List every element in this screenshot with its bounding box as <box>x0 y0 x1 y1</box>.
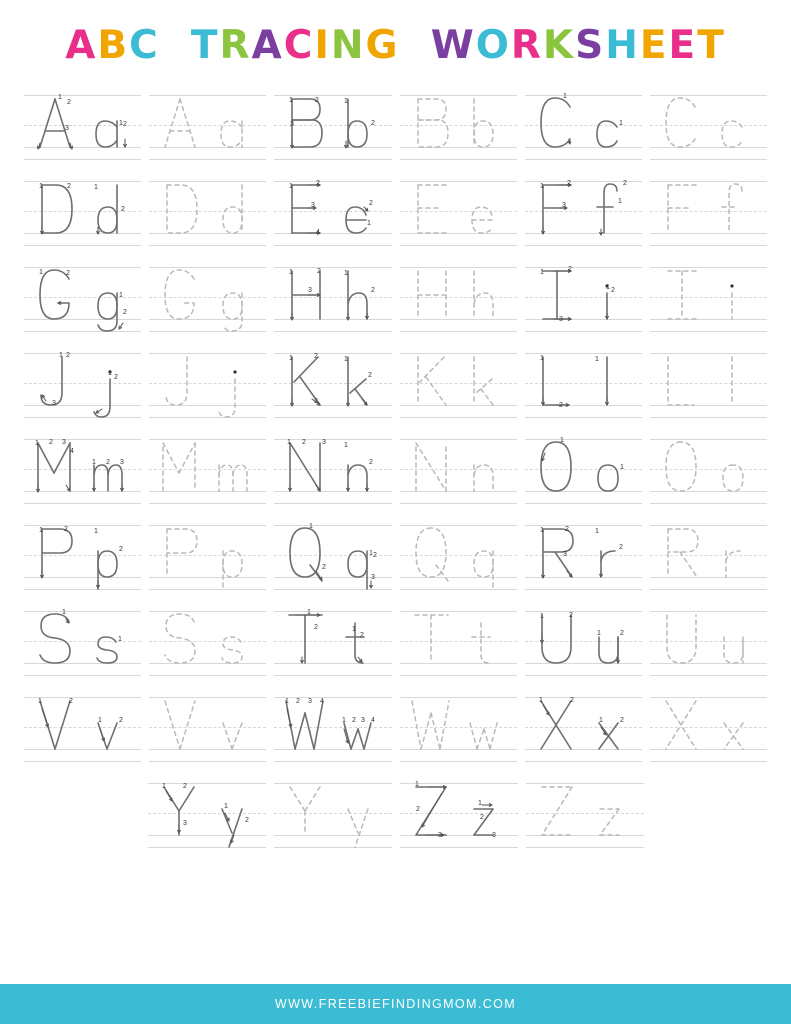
stroke-order-number: 1 <box>539 183 544 190</box>
tracing-cell[interactable] <box>648 345 769 421</box>
stroke-order-number: 1 <box>39 527 43 534</box>
stroke-order-number: 1 <box>287 439 292 446</box>
letter-trace-graphic <box>523 259 645 335</box>
tracing-cell[interactable] <box>147 173 268 249</box>
stroke-order-number: 1 <box>369 550 374 557</box>
stroke-order-number: 2 <box>622 180 627 187</box>
tracing-cell[interactable] <box>398 431 519 507</box>
stroke-order-number: 2 <box>314 624 319 631</box>
stroke-order-number: 2 <box>322 564 327 571</box>
letter-trace-graphic <box>147 431 269 507</box>
tracing-cell[interactable] <box>648 173 769 249</box>
tracing-cell[interactable] <box>147 87 268 163</box>
stroke-order-number: 1 <box>119 292 123 299</box>
letter-trace-graphic <box>523 517 645 593</box>
tracing-cell[interactable] <box>523 431 644 507</box>
letter-trace-graphic <box>272 603 394 679</box>
stroke-order-number: 3 <box>558 316 563 323</box>
tracing-cell[interactable] <box>272 345 393 421</box>
stroke-order-number: 1 <box>344 98 349 105</box>
stroke-order-number: 3 <box>371 574 376 581</box>
stroke-order-number: 1 <box>92 459 96 466</box>
stroke-order-number: 1 <box>307 609 312 616</box>
letter-trace-graphic <box>523 345 645 421</box>
letter-trace-graphic <box>398 775 520 851</box>
footer-bar <box>0 984 791 1024</box>
stroke-order-number: 2 <box>373 552 378 559</box>
letter-trace-graphic <box>272 431 394 507</box>
stroke-order-number: 2 <box>69 698 73 705</box>
tracing-cell[interactable] <box>272 173 393 249</box>
tracing-cell[interactable] <box>398 259 519 335</box>
stroke-order-number: 1 <box>559 437 564 444</box>
stroke-order-number: 2 <box>369 200 374 207</box>
stroke-order-number: 2 <box>569 697 574 704</box>
letter-trace-graphic <box>147 259 269 335</box>
letter-trace-graphic <box>648 345 770 421</box>
stroke-order-number: 1 <box>562 93 567 100</box>
tracing-cell[interactable] <box>272 689 393 765</box>
tracing-cell[interactable] <box>272 775 394 851</box>
letter-trace-graphic <box>523 87 645 163</box>
stroke-order-number: 1 <box>352 626 357 633</box>
stroke-order-number: 2 <box>121 206 125 213</box>
letter-trace-graphic <box>398 431 520 507</box>
title-letter: B <box>97 23 130 68</box>
stroke-order-number: 4 <box>316 229 321 236</box>
tracing-cell[interactable] <box>523 87 644 163</box>
title-letter: E <box>668 23 698 68</box>
stroke-order-number: 1 <box>108 370 112 377</box>
stroke-order-number: 2 <box>119 717 123 724</box>
letter-trace-graphic <box>648 517 770 593</box>
stroke-order-number: 2 <box>302 439 307 446</box>
stroke-order-number: 1 <box>367 220 372 227</box>
title-letter: S <box>575 23 606 68</box>
stroke-order-number: 1 <box>98 717 102 724</box>
stroke-order-number: 1 <box>39 183 43 190</box>
stroke-order-number: 1 <box>119 120 123 127</box>
tracing-cell[interactable] <box>648 259 769 335</box>
stroke-order-number: 2 <box>567 266 572 273</box>
letter-trace-graphic <box>398 603 520 679</box>
stroke-order-number: 2 <box>244 817 249 824</box>
footer-url: WWW.FREEBIEFINDINGMOM.COM <box>274 997 517 1011</box>
stroke-order-number: 1 <box>605 284 610 291</box>
letter-trace-graphic <box>648 173 770 249</box>
letter-trace-graphic <box>398 259 520 335</box>
tracing-cell[interactable] <box>523 517 644 593</box>
title-letter: N <box>330 23 366 68</box>
title-letter: C <box>129 23 160 68</box>
stroke-order-number: 2 <box>106 459 110 466</box>
letter-trace-graphic <box>147 87 269 163</box>
tracing-row <box>22 173 769 254</box>
title-letter: H <box>605 23 640 68</box>
title-letter <box>160 26 191 65</box>
tracing-cell[interactable] <box>22 259 143 335</box>
title-letter: R <box>219 23 252 68</box>
stroke-order-number: 1 <box>309 523 314 530</box>
stroke-order-number: 2 <box>64 526 68 533</box>
tracing-cell[interactable] <box>398 173 519 249</box>
tracing-cell[interactable] <box>523 173 644 249</box>
stroke-order-number: 2 <box>67 99 71 106</box>
stroke-order-number: 1 <box>596 630 601 637</box>
tracing-cell[interactable] <box>523 689 644 765</box>
letter-trace-graphic <box>22 259 144 335</box>
letter-trace-graphic <box>398 345 520 421</box>
tracing-cell[interactable] <box>147 689 268 765</box>
tracing-cell[interactable] <box>147 517 268 593</box>
letter-trace-graphic <box>523 689 645 765</box>
stroke-order-number: 2 <box>368 372 373 379</box>
stroke-order-number: 1 <box>62 609 66 616</box>
stroke-order-number: 1 <box>539 613 544 620</box>
tracing-cell[interactable] <box>272 603 393 679</box>
stroke-order-number: 3 <box>311 202 316 209</box>
stroke-order-number: 1 <box>538 697 543 704</box>
letter-trace-graphic <box>22 173 144 249</box>
stroke-order-number: 2 <box>66 352 70 359</box>
letter-trace-graphic <box>22 689 144 765</box>
stroke-order-number: 1 <box>35 440 39 447</box>
stroke-order-number: 1 <box>618 120 623 127</box>
stroke-order-number: 2 <box>114 374 118 381</box>
stroke-order-number: 1 <box>344 270 349 277</box>
letter-trace-graphic <box>147 345 269 421</box>
stroke-order-number: 1 <box>594 528 599 535</box>
stroke-order-number: 1 <box>38 698 42 705</box>
stroke-order-number: 2 <box>371 120 376 127</box>
tracing-cell[interactable] <box>147 431 268 507</box>
stroke-order-number: 1 <box>118 636 122 643</box>
tracing-cell[interactable] <box>648 87 769 163</box>
letter-trace-graphic <box>272 345 394 421</box>
stroke-order-number: 2 <box>618 544 623 551</box>
stroke-order-number: 3 <box>120 459 124 466</box>
tracing-cell[interactable] <box>398 775 520 851</box>
letter-trace-graphic <box>22 517 144 593</box>
stroke-order-number: 2 <box>371 287 376 294</box>
letter-trace-graphic <box>22 603 144 679</box>
tracing-row <box>22 517 769 598</box>
letter-trace-graphic <box>146 775 268 851</box>
stroke-order-number: 1 <box>344 442 349 449</box>
stroke-order-number: 1 <box>58 94 62 101</box>
stroke-order-number: 1 <box>289 269 294 276</box>
tracing-cell[interactable] <box>146 775 268 851</box>
letter-trace-graphic <box>398 87 520 163</box>
tracing-cell[interactable] <box>22 603 143 679</box>
stroke-order-number: 1 <box>344 356 349 363</box>
tracing-row <box>22 259 769 340</box>
letter-trace-graphic <box>524 775 646 851</box>
title-letter: W <box>430 23 476 68</box>
title-letter: T <box>697 23 726 68</box>
stroke-order-number: 1 <box>289 183 294 190</box>
page-title <box>0 0 791 75</box>
stroke-order-number: 2 <box>369 459 374 466</box>
stroke-order-number: 2 <box>123 121 127 128</box>
tracing-cell[interactable] <box>22 431 143 507</box>
tracing-row <box>22 345 769 426</box>
stroke-order-number: 1 <box>94 184 98 191</box>
tracing-cell[interactable] <box>398 689 519 765</box>
letter-trace-graphic <box>272 689 394 765</box>
tracing-cell[interactable] <box>22 517 143 593</box>
stroke-order-number: 2 <box>314 353 319 360</box>
tracing-cell[interactable] <box>398 87 519 163</box>
tracing-cell[interactable] <box>22 689 143 765</box>
stroke-order-number: 3 <box>290 121 295 128</box>
tracing-row <box>22 431 769 512</box>
stroke-order-number: 3 <box>322 439 327 446</box>
tracing-cell[interactable] <box>272 517 393 593</box>
stroke-order-number: 3 <box>562 551 567 558</box>
tracing-grid <box>0 75 791 984</box>
stroke-order-number: 1 <box>289 355 294 362</box>
tracing-row <box>22 603 769 684</box>
tracing-cell[interactable] <box>147 259 268 335</box>
title-letter: G <box>365 23 400 68</box>
stroke-order-number: 2 <box>360 632 365 639</box>
stroke-order-number: 3 <box>52 400 56 407</box>
stroke-order-number: 1 <box>289 97 294 104</box>
stroke-order-number: 2 <box>296 698 301 705</box>
page-title-text <box>0 23 791 68</box>
title-letter: E <box>639 23 669 68</box>
stroke-order-number: 1 <box>539 355 544 362</box>
letter-trace-graphic <box>272 173 394 249</box>
letter-trace-graphic <box>398 689 520 765</box>
stroke-order-number: 1 <box>59 352 63 359</box>
stroke-order-number: 1 <box>539 527 544 534</box>
tracing-cell[interactable] <box>648 431 769 507</box>
stroke-order-number: 4 <box>70 448 74 455</box>
stroke-order-number: 2 <box>123 309 127 316</box>
stroke-order-number: 2 <box>415 806 420 813</box>
tracing-cell[interactable] <box>398 517 519 593</box>
tracing-cell[interactable] <box>22 87 143 163</box>
letter-trace-graphic <box>398 173 520 249</box>
letter-trace-graphic <box>648 689 770 765</box>
stroke-order-number: 1 <box>94 528 98 535</box>
stroke-order-number: 2 <box>67 183 71 190</box>
stroke-order-number: 1 <box>342 717 347 724</box>
stroke-order-number: 1 <box>619 464 624 471</box>
title-letter: T <box>190 23 220 68</box>
tracing-cell[interactable] <box>398 603 519 679</box>
stroke-order-number: 1 <box>223 803 228 810</box>
title-letter: A <box>65 23 98 68</box>
tracing-cell[interactable] <box>147 603 268 679</box>
stroke-order-number: 3 <box>62 439 66 446</box>
stroke-order-number: 1 <box>161 783 166 790</box>
tracing-cell[interactable] <box>22 173 143 249</box>
tracing-cell[interactable] <box>648 517 769 593</box>
stroke-order-number: 2 <box>479 814 484 821</box>
title-letter: I <box>314 23 331 68</box>
letter-trace-graphic <box>22 345 144 421</box>
tracing-cell[interactable] <box>272 259 393 335</box>
stroke-order-number: 2 <box>315 97 320 104</box>
letter-trace-graphic <box>523 173 645 249</box>
letter-trace-graphic <box>272 517 394 593</box>
tracing-cell[interactable] <box>523 345 644 421</box>
stroke-order-number: 2 <box>558 402 563 409</box>
tracing-cell[interactable] <box>272 87 393 163</box>
letter-trace-graphic <box>523 431 645 507</box>
stroke-order-number: 3 <box>308 287 313 294</box>
tracing-row <box>22 775 769 856</box>
stroke-order-number: 1 <box>39 269 43 276</box>
tracing-cell[interactable] <box>523 259 644 335</box>
tracing-row <box>22 689 769 770</box>
letter-trace-graphic <box>147 689 269 765</box>
letter-trace-graphic <box>523 603 645 679</box>
stroke-order-number: 2 <box>568 612 573 619</box>
stroke-order-number: 1 <box>414 781 419 788</box>
letter-trace-graphic <box>272 775 394 851</box>
title-letter: A <box>251 23 284 68</box>
stroke-order-number: 2 <box>610 287 615 294</box>
stroke-order-number: 2 <box>316 180 321 187</box>
tracing-row <box>22 87 769 168</box>
letter-trace-graphic <box>648 87 770 163</box>
stroke-order-number: 3 <box>561 202 566 209</box>
tracing-cell[interactable] <box>398 345 519 421</box>
stroke-order-number: 4 <box>320 698 325 705</box>
letter-trace-graphic <box>648 259 770 335</box>
title-letter: K <box>542 23 576 68</box>
stroke-order-number: 2 <box>619 630 624 637</box>
stroke-order-number: 3 <box>437 832 442 839</box>
stroke-order-number: 3 <box>314 398 319 405</box>
tracing-cell[interactable] <box>648 603 769 679</box>
letter-trace-graphic <box>22 87 144 163</box>
stroke-order-number: 2 <box>119 546 123 553</box>
stroke-order-number: 1 <box>477 800 482 807</box>
stroke-order-number: 2 <box>619 717 624 724</box>
letter-trace-graphic <box>147 173 269 249</box>
title-letter: C <box>283 23 315 68</box>
title-letter: R <box>510 23 543 68</box>
stroke-order-number: 1 <box>285 698 290 705</box>
stroke-order-number: 1 <box>594 356 599 363</box>
stroke-order-number: 1 <box>617 198 622 205</box>
letter-trace-graphic <box>272 259 394 335</box>
title-letter <box>400 26 431 65</box>
stroke-order-number: 3 <box>361 717 366 724</box>
stroke-order-number: 1 <box>539 269 544 276</box>
stroke-order-number: 3 <box>182 820 187 827</box>
stroke-order-number: 2 <box>564 526 569 533</box>
tracing-cell[interactable] <box>147 345 268 421</box>
letter-trace-graphic <box>147 517 269 593</box>
tracing-cell[interactable] <box>524 775 646 851</box>
tracing-cell[interactable] <box>523 603 644 679</box>
stroke-order-number: 2 <box>49 439 53 446</box>
stroke-order-number: 3 <box>491 832 496 839</box>
tracing-cell[interactable] <box>272 431 393 507</box>
stroke-order-number: 3 <box>65 125 69 132</box>
stroke-order-number: 2 <box>182 783 187 790</box>
stroke-order-number: 1 <box>598 717 603 724</box>
stroke-order-number: 2 <box>352 717 357 724</box>
stroke-order-number: 2 <box>66 270 70 277</box>
stroke-order-number: 4 <box>371 717 376 724</box>
tracing-cell[interactable] <box>22 345 143 421</box>
tracing-cell[interactable] <box>648 689 769 765</box>
stroke-order-number: 3 <box>308 698 313 705</box>
letter-trace-graphic <box>648 603 770 679</box>
letter-trace-graphic <box>272 87 394 163</box>
stroke-order-number: 2 <box>317 268 322 275</box>
letter-trace-graphic <box>648 431 770 507</box>
letter-trace-graphic <box>398 517 520 593</box>
stroke-order-number: 2 <box>566 180 571 187</box>
letter-trace-graphic <box>147 603 269 679</box>
letter-trace-graphic <box>22 431 144 507</box>
title-letter: O <box>475 23 511 68</box>
